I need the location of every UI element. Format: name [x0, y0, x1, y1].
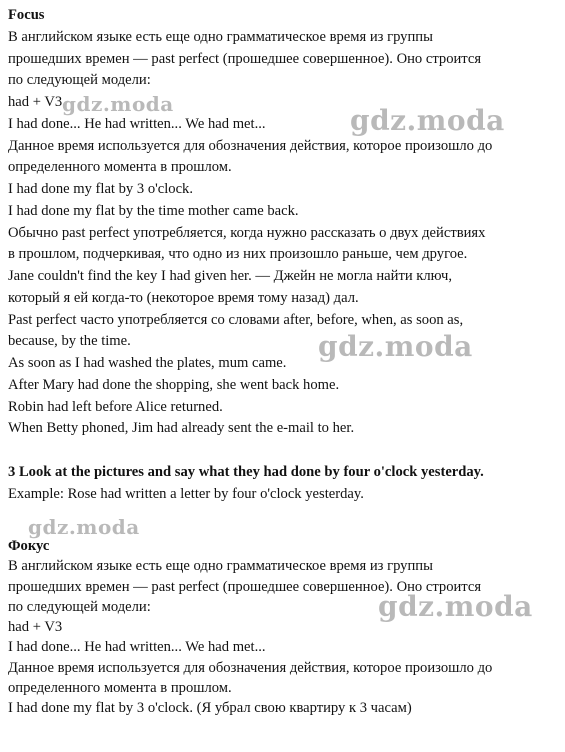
watermark: gdz.moda	[318, 330, 473, 363]
focus-line: because, by the time.	[8, 333, 131, 349]
focus-example: After Mary had done the shopping, she went back home.	[8, 377, 340, 393]
watermark: gdz.moda	[28, 515, 140, 539]
focus-formula: had + V3	[8, 94, 63, 110]
fokus-line: Данное время используется для обозначения действия, которое произошло до	[8, 660, 493, 676]
exercise-example: Example: Rose had written a letter by four o'clock yesterday.	[8, 486, 364, 502]
focus-line: Past perfect часто употребляется со словами after, before, when, as soon as,	[8, 312, 464, 328]
focus-example: Robin had left before Alice returned.	[8, 399, 223, 415]
focus-example: I had done my flat by the time mother came back.	[8, 203, 299, 219]
focus-line: Обычно past perfect употребляется, когда нужно рассказать о двух действиях	[8, 225, 486, 241]
focus-line: определенного момента в прошлом.	[8, 159, 232, 175]
focus-example: I had done my flat by 3 o'clock.	[8, 181, 194, 197]
focus-example: When Betty phoned, Jim had already sent the e-mail to her.	[8, 420, 355, 436]
fokus-line: I had done... He had written... We had met...	[8, 639, 266, 655]
fokus-example: I had done my flat by 3 o'clock. (Я убрал свою квартиру к 3 часам)	[8, 700, 412, 716]
fokus-line: В английском языке есть еще одно грамматическое время из группы	[8, 558, 433, 574]
fokus-line: по следующей модели:	[8, 599, 151, 615]
exercise-task: 3 Look at the pictures and say what they had done by four o'clock yesterday.	[8, 464, 484, 480]
focus-example: Jane couldn't find the key I had given her. — Джейн не могла найти ключ,	[8, 268, 453, 284]
focus-line: в прошлом, подчеркивая, что одно из них произошло раньше, чем другое.	[8, 246, 468, 262]
focus-line: В английском языке есть еще одно грамматическое время из группы	[8, 29, 433, 45]
watermark: gdz.moda	[350, 104, 505, 137]
focus-line: по следующей модели:	[8, 72, 151, 88]
focus-line: Данное время используется для обозначения действия, которое произошло до	[8, 138, 493, 154]
focus-line: который я ей когда-то (некоторое время тому назад) дал.	[8, 290, 359, 306]
focus-example: As soon as I had washed the plates, mum came.	[8, 355, 287, 371]
focus-line: I had done... He had written... We had met...	[8, 116, 266, 132]
focus-line: прошедших времен — past perfect (прошедшее совершенное). Оно строится	[8, 51, 482, 67]
focus-heading: Focus	[8, 7, 45, 23]
fokus-heading: Фокус	[8, 538, 50, 554]
fokus-line: прошедших времен — past perfect (прошедшее совершенное). Оно строится	[8, 579, 482, 595]
fokus-formula: had + V3	[8, 619, 63, 635]
watermark: gdz.moda	[62, 92, 174, 116]
watermark: gdz.moda	[378, 590, 533, 623]
fokus-line: определенного момента в прошлом.	[8, 680, 232, 696]
